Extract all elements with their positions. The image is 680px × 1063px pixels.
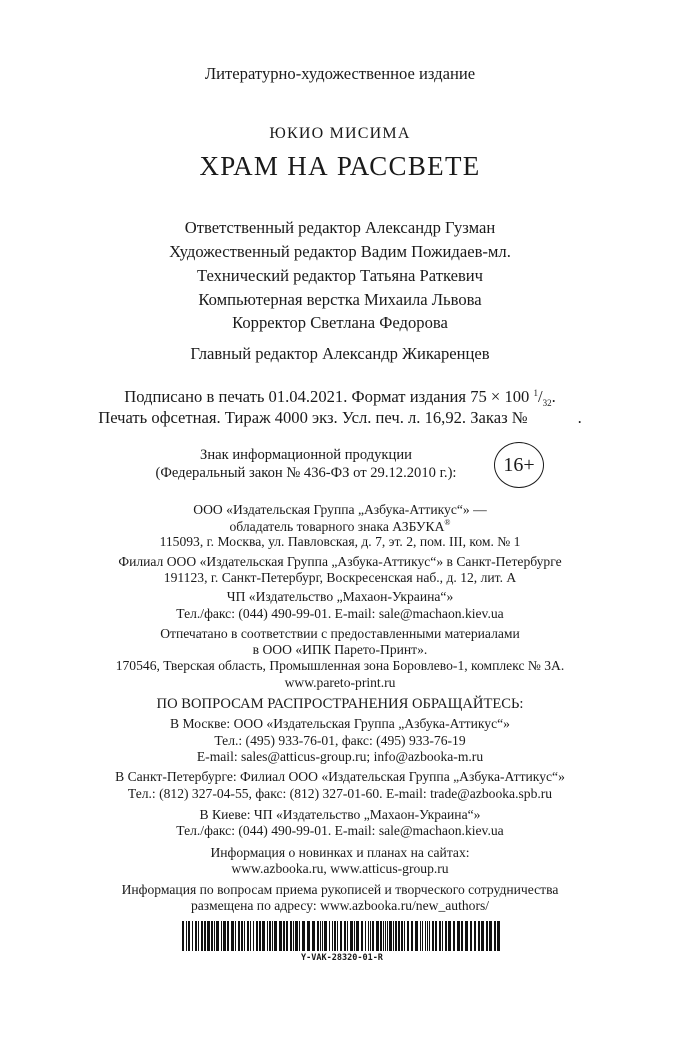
barcode-bar [269,921,271,951]
barcode-bar [429,921,430,951]
barcode-bar [442,921,443,951]
info-sign-line-2: (Федеральный закон № 436-ФЗ от 29.12.2010 г.): [155,465,457,481]
printer-website: www.pareto-print.ru [284,675,396,690]
barcode-bar [207,921,210,951]
publisher-line: обладатель товарного знака АЗБУКА® [229,518,451,534]
barcode-bar [435,921,437,951]
barcode-bar [320,921,321,951]
barcode-bar [247,921,249,951]
barcode-bar [307,921,310,951]
branch-spb-line: 191123, г. Санкт-Петербург, Воскресенская наб., д. 12, лит. А [163,570,517,585]
barcode-bar [293,921,294,951]
printer-line: 170546, Тверская область, Промышленная зона Боровлево-1, комплекс № 3А. [115,658,565,673]
barcode-bar [497,921,500,951]
barcode-bar [241,921,243,951]
author-name: ЮКИО МИСИМА [269,125,411,142]
news-websites: www.azbooka.ru, www.atticus-group.ru [231,861,449,876]
barcode-bar [329,921,330,951]
ukraine-line: ЧП «Издательство „Махаон-Украина“» [226,589,454,604]
barcode-bar [227,921,229,951]
dist-kiev-line: Тел./факс: (044) 490-99-01. E-mail: sale@machaon.kiev.ua [176,823,504,838]
barcode-bar [411,921,413,951]
barcode-bar [474,921,476,951]
print-info-line-2: Печать офсетная. Тираж 4000 экз. Усл. печ. л. 16,92. Заказ № . [98,408,582,427]
credit-line: Технический редактор Татьяна Раткевич [196,266,484,285]
barcode-bar [192,921,193,951]
barcode-bar [439,921,441,951]
barcode-bar [332,921,333,951]
print-info-line-1: Подписано в печать 01.04.2021. Формат издания 75 × 100 $^1/_{32}$. [124,387,556,408]
chief-editor: Главный редактор Александр Жикаренцев [190,344,490,363]
barcode-bar [253,921,254,951]
barcode-bar [211,921,213,951]
credit-line: Корректор Светлана Федорова [232,313,448,332]
barcode-bar [395,921,397,951]
barcode-bar [427,921,428,951]
dist-spb-line: Тел.: (812) 327-04-55, факс: (812) 327-01-60. E-mail: trade@azbooka.spb.ru [127,786,553,801]
credit-line: Компьютерная верстка Михаила Львова [198,290,482,309]
ukraine-line: Тел./факс: (044) 490-99-01. E-mail: sale@machaon.kiev.ua [176,606,504,621]
barcode-bar [347,921,348,951]
barcode-bar [322,921,323,951]
barcode-bar [354,921,355,951]
barcode-bar [195,921,197,951]
barcode-bar [350,921,353,951]
barcode-bar [425,921,426,951]
barcode-bar [470,921,472,951]
barcode-bar [372,921,374,951]
info-sign-line-1: Знак информационной продукции [200,447,412,463]
barcode-bar [370,921,371,951]
barcode-bar [401,921,403,951]
barcode-bar [376,921,379,951]
barcode-bar [231,921,234,951]
dist-spb-line: В Санкт-Петербурге: Филиал ООО «Издательская Группа „Азбука-Аттикус“» [115,769,565,784]
barcode-bar [457,921,460,951]
barcode-bar [415,921,418,951]
branch-spb-line: Филиал ООО «Издательская Группа „Азбука-Аттикус“» в Санкт-Петербурге [118,554,562,569]
barcode-bar [368,921,369,951]
age-rating-badge: 16+ [494,442,544,488]
barcode-bar [216,921,219,951]
barcode-bar [295,921,298,951]
barcode-bar [279,921,282,951]
barcode-bar [221,921,222,951]
barcode-bar [448,921,451,951]
barcode-bar [404,921,405,951]
barcode-bar [312,921,315,951]
barcode-bar [337,921,338,951]
barcode-bar [478,921,480,951]
barcode-bar [256,921,258,951]
barcode-text: Y-VAK-28320-01-R [301,953,383,963]
manuscripts-line: размещена по адресу: www.azbooka.ru/new_authors/ [190,898,490,913]
barcode-bar [489,921,492,951]
dist-moscow-line: E-mail: sales@atticus-group.ru; info@azbooka-m.ru [196,749,484,764]
barcode-bar [465,921,468,951]
barcode-bar [324,921,327,951]
barcode-bar [182,921,184,951]
barcode-bar [290,921,292,951]
barcode-bar [422,921,423,951]
barcode-bar [214,921,215,951]
barcode-bar [317,921,319,951]
barcode [182,921,502,951]
barcode-bar [235,921,236,951]
barcode-bar [486,921,488,951]
registered-mark: ® [444,518,451,527]
barcode-bar [383,921,384,951]
barcode-bar [259,921,261,951]
barcode-bar [387,921,388,951]
barcode-bar [398,921,400,951]
barcode-bar [272,921,273,951]
printer-line: Отпечатано в соответствии с предоставленными материалами [160,626,520,641]
barcode-bar [286,921,288,951]
manuscripts-line: Информация по вопросам приема рукописей и творческого сотрудничества [121,882,559,897]
barcode-bar [244,921,245,951]
barcode-bar [389,921,392,951]
barcode-bar [453,921,455,951]
barcode-bar [361,921,363,951]
credit-line: Художественный редактор Вадим Пожидаев-мл. [169,242,511,261]
barcode-bar [461,921,463,951]
barcode-bar [344,921,346,951]
barcode-bar [267,921,268,951]
barcode-bar [393,921,394,951]
barcode-bar [250,921,251,951]
barcode-bar [262,921,265,951]
barcode-bar [188,921,190,951]
barcode-bar [186,921,187,951]
news-line: Информация о новинках и планах на сайтах: [210,845,470,860]
publisher-address: 115093, г. Москва, ул. Павловская, д. 7, эт. 2, пом. III, ком. № 1 [159,534,521,549]
barcode-bar [340,921,342,951]
barcode-bar [201,921,203,951]
barcode-bar [283,921,285,951]
barcode-bar [432,921,434,951]
dist-kiev-line: В Киеве: ЧП «Издательство „Махаон-Украина“» [199,807,481,822]
barcode-bar [334,921,336,951]
barcode-bar [356,921,359,951]
barcode-bar [385,921,386,951]
dist-moscow-line: Тел.: (495) 933-76-01, факс: (495) 933-76-19 [214,733,466,748]
barcode-bar [299,921,300,951]
barcode-bar [494,921,496,951]
barcode-bar [407,921,409,951]
barcode-bar [420,921,421,951]
barcode-bar [481,921,484,951]
barcode-bar [204,921,206,951]
printer-line: в ООО «ИПК Парето-Принт». [252,642,428,657]
publisher-line: ООО «Издательская Группа „Азбука-Аттикус“» — [193,502,487,517]
book-title: ХРАМ НА РАССВЕТЕ [199,151,481,181]
barcode-bar [445,921,447,951]
distribution-header: ПО ВОПРОСАМ РАСПРОСТРАНЕНИЯ ОБРАЩАЙТЕСЬ: [156,696,524,712]
barcode-bar [274,921,277,951]
credit-line: Ответственный редактор Александр Гузман [184,218,496,237]
barcode-bar [380,921,382,951]
barcode-bar [238,921,240,951]
barcode-bar [365,921,366,951]
edition-type: Литературно-художественное издание [204,64,476,83]
dist-moscow-line: В Москве: ООО «Издательская Группа „Азбука-Аттикус“» [170,716,510,731]
barcode-bar [198,921,199,951]
barcode-bar [302,921,305,951]
barcode-bar [223,921,226,951]
